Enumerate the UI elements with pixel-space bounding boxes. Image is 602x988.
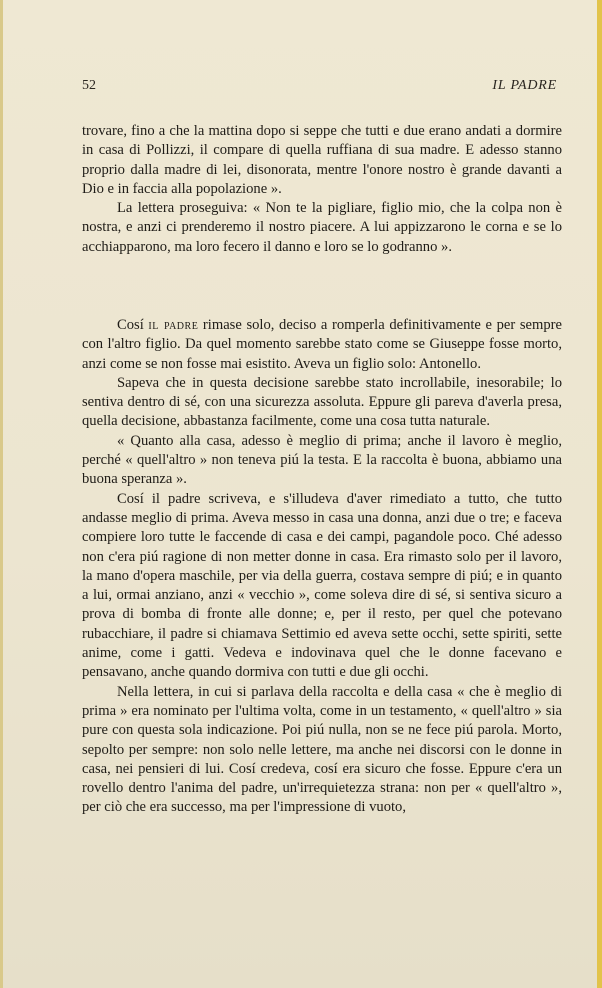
paragraph: « Quanto alla casa, adesso è meglio di prima; anche il lavoro è meglio, perché « quell'altro » non teneva piú la testa. E la raccolta è buona, abbiamo una buona speranza ». <box>82 432 562 488</box>
paragraph: Sapeva che in questa decisione sarebbe stato incrollabile, inesorabile; lo sentiva dentro di sé, con una sicurezza assoluta. Eppure gli pareva d'averla presa, quella decisione, abbastanza facilmente, come una cosa tutta naturale. <box>82 374 562 430</box>
opening-rest: rimase solo, deciso a romperla definitivamente e per sempre con l'altro figlio. Da quel momento sarebbe stato come se Giuseppe fosse morto, anzi come se non fosse mai esistito. Aveva un figlio solo: Antonello. <box>82 317 563 372</box>
paragraph: Cosí il padre scriveva, e s'illudeva d'aver rimediato a tutto, che tutto andasse meglio di prima. Aveva messo in casa una donna, anzi due o tre; e faceva compiere loro tutte le faccende di casa e dei campi, pagandole poco. Ché adesso non c'era piú ragione di non metter donne in casa. Era rimasto solo per il lavoro, la mano d'opera maschile, per via della guerra, costava sempre di piú; e in quanto a lui, ormai anziano, anzi « vecchio », come soleva dire di sé, si sentiva sicuro a prova di bomba di fronte alle donne; e, per il resto, per quel che potevano rubacchiare, il padre si chiamava Settimio ed aveva sette occhi, sette spiriti, sette anime, come i gatti. Vedeva e indovinava quel che le donne facevano e pensavano, anche quando dormiva con tutti e due gli occhi. <box>82 490 562 681</box>
paragraph: trovare, fino a che la mattina dopo si seppe che tutti e due erano andati a dormire in casa di Pollizzi, il compare di quella ruffiana di sua madre. E adesso stanno proprio dalla madre di lei, disonorata, mentre l'onore nostro è grande davanti a Dio e in faccia alla popolazione ». <box>82 123 562 197</box>
section-opening-paragraph <box>82 316 562 374</box>
paragraph: La lettera proseguiva: « Non te la pigliare, figlio mio, che la colpa non è nostra, e anzi ci prenderemo il nostro piacere. A lui appizzarono le corna e se lo acchiapparono, ma loro fecero il danno e loro se lo godranno ». <box>82 200 562 255</box>
text-block-section <box>82 316 562 818</box>
running-title: IL PADRE <box>492 78 557 93</box>
text-block-continuation <box>82 122 562 257</box>
page-header <box>82 78 557 100</box>
page-number: 52 <box>82 78 96 93</box>
opening-smallcaps: il padre <box>148 317 199 333</box>
opening-word: Cosí <box>117 317 144 333</box>
paragraph: Nella lettera, in cui si parlava della raccolta e della casa « che è meglio di prima » era nominato per l'ultima volta, come in un testamento, « quell'altro » sia pure con questa sola indicazione. Poi piú nulla, non se ne fece piú parola. Morto, sepolto per sempre: non solo nelle lettere, ma anche nei discorsi con le donne in casa, nei pensieri di lui. Cosí credeva, cosí era sicuro che fosse. Eppure c'era un rovello dentro l'anima del padre, un'irrequietezza strana: non per « quell'altro », per ciò che era successo, ma per l'impressione di vuoto, <box>82 683 562 816</box>
